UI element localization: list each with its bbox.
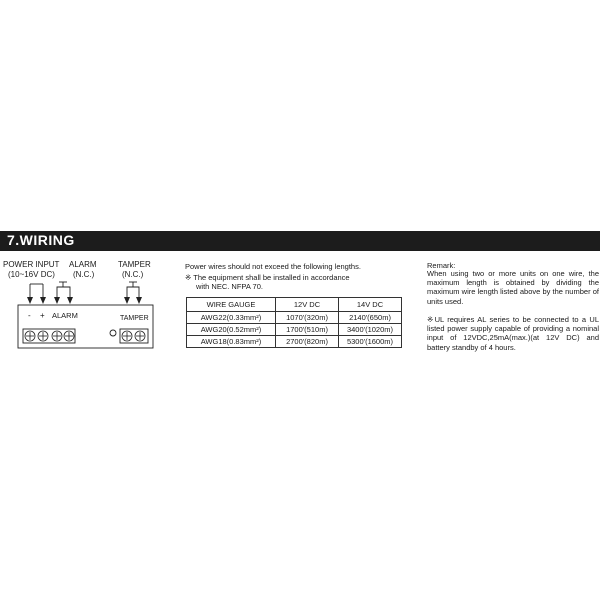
ul-note: ※UL requires AL series to be connected to a UL listed power supply capable of providing a nominal input of 12VDC,25mA(max.)(at 12V DC) and battery standby of 4 hours. [427,315,599,352]
power-wire-intro: Power wires should not exceed the following lengths. [185,262,361,271]
nec-note [185,273,397,291]
power-input-range: (10~16V DC) [8,270,55,279]
section-title: 7.WIRING [7,232,75,248]
minus-terminal-label: - [28,311,31,320]
table-cell: 2140'(650m) [339,312,402,324]
plus-terminal-label: + [40,311,45,320]
table-cell: AWG18(0.83mm²) [187,336,276,348]
tamper-label: TAMPER [118,260,151,269]
table-cell: 1070'(320m) [276,312,339,324]
nec-note-line2: with NEC. NFPA 70. [196,282,263,291]
table-header-row [187,298,402,312]
table-header: 12V DC [276,298,339,312]
alarm-terminal-label: ALARM [52,311,78,320]
alarm-label: ALARM [69,260,97,269]
power-input-label: POWER INPUT [3,260,60,269]
table-cell: AWG20(0.52mm²) [187,324,276,336]
remark-body: When using two or more units on one wire, the maximum length is obtained by dividing the maximum wire length listed above by the number of units used. [427,269,599,306]
wire-gauge-table [186,297,402,348]
table-row [187,324,402,336]
tamper-terminal-label: TAMPER [120,315,149,322]
screw-terminals [25,331,145,341]
nec-note-line1: ※ The equipment shall be installed in accordance [185,273,350,282]
table-cell: 5300'(1600m) [339,336,402,348]
table-cell: 2700'(820m) [276,336,339,348]
table-cell: 1700'(510m) [276,324,339,336]
table-header: WIRE GAUGE [187,298,276,312]
table-row [187,312,402,324]
remark-title: Remark: [427,261,456,270]
alarm-nc-label: (N.C.) [73,270,95,279]
tamper-nc-label: (N.C.) [122,270,144,279]
table-header: 14V DC [339,298,402,312]
table-cell: 3400'(1020m) [339,324,402,336]
table-cell: AWG22(0.33mm²) [187,312,276,324]
table-row [187,336,402,348]
